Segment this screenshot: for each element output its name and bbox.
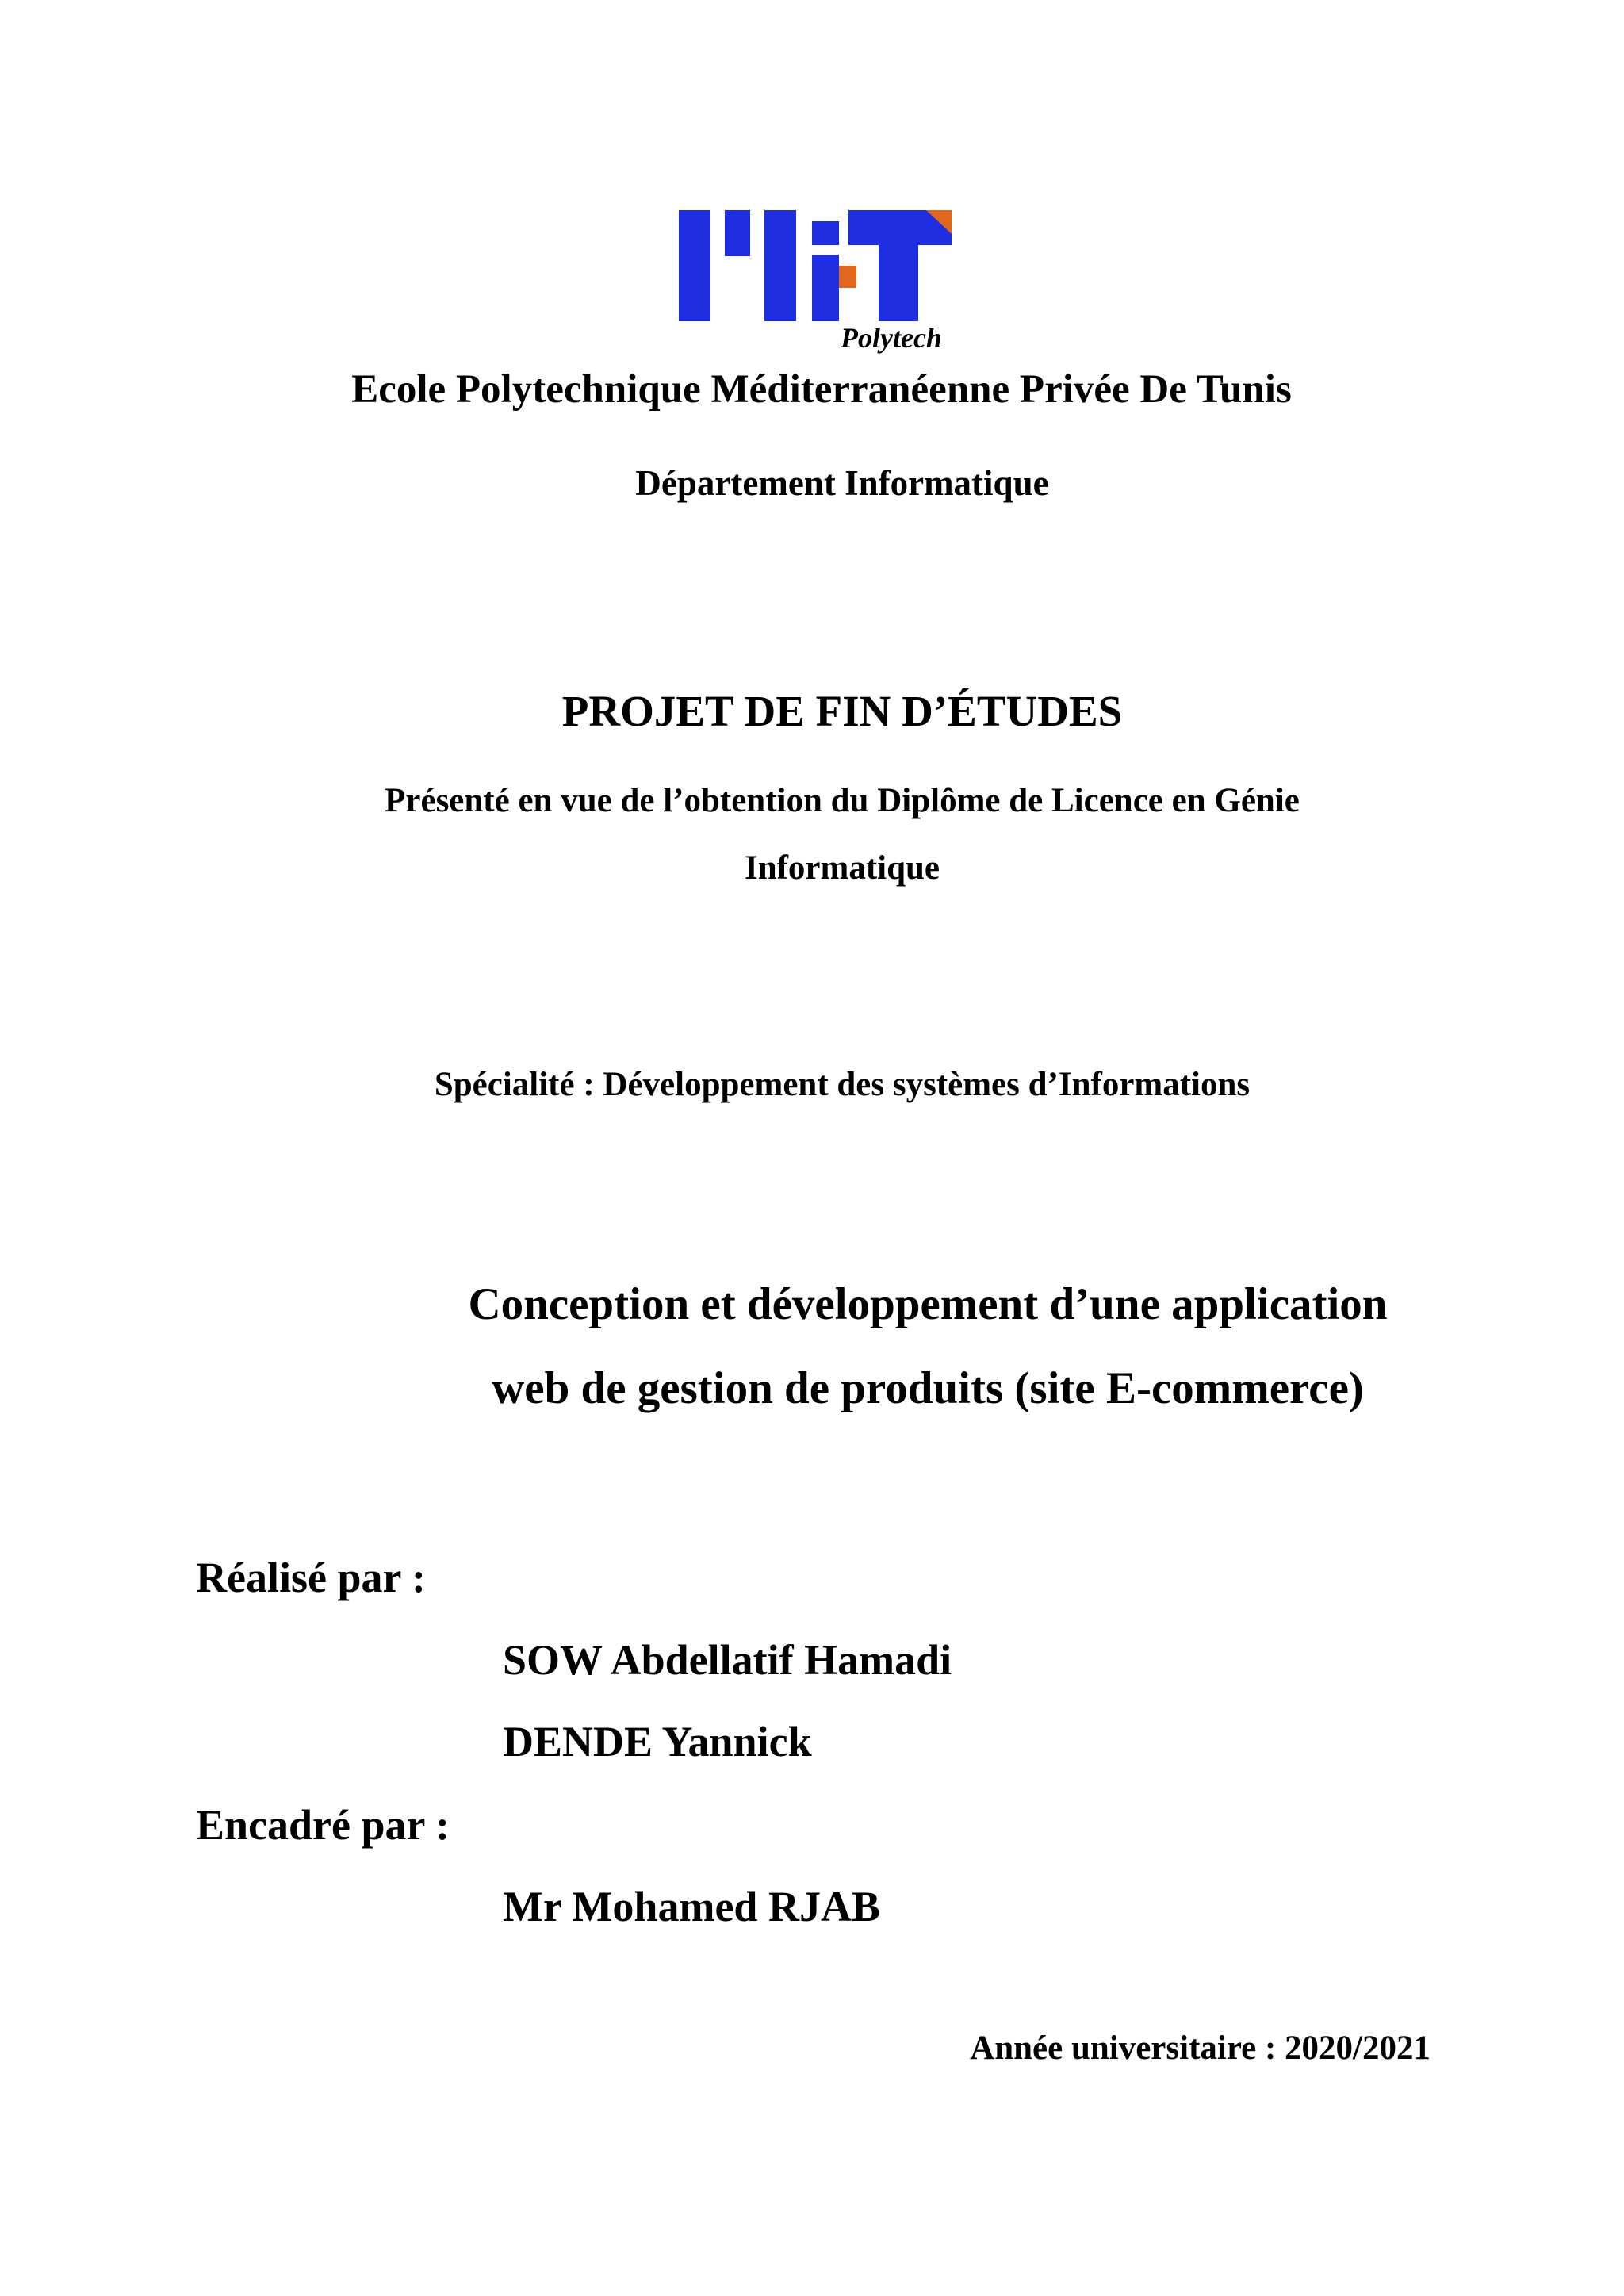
supervisor-name: Mr Mohamed RJAB xyxy=(503,1883,880,1930)
project-purpose-line-1: Présenté en vue de l’obtention du Diplôme de Licence en Génie xyxy=(385,782,1300,819)
supervisor-label: Encadré par : xyxy=(196,1801,450,1849)
author-name: DENDE Yannick xyxy=(503,1718,812,1765)
project-title-line-2: web de gestion de produits (site E-commerce) xyxy=(492,1363,1364,1413)
logo-caption: Polytech xyxy=(841,322,942,354)
project-title-line-1: Conception et développement d’une application xyxy=(468,1279,1388,1329)
authors-label: Réalisé par : xyxy=(196,1554,426,1601)
project-type: PROJET DE FIN D’ÉTUDES xyxy=(561,687,1123,735)
project-speciality: Spécialité : Développement des systèmes d’Informations xyxy=(434,1066,1251,1103)
author-name: SOW Abdellatif Hamadi xyxy=(503,1636,952,1684)
department-name: Département Informatique xyxy=(635,463,1049,503)
academic-year: Année universitaire : 2020/2021 xyxy=(970,2030,1431,2067)
school-name: Ecole Polytechnique Méditerranéenne Privée De Tunis xyxy=(351,367,1292,412)
project-purpose-line-2: Informatique xyxy=(744,849,940,887)
